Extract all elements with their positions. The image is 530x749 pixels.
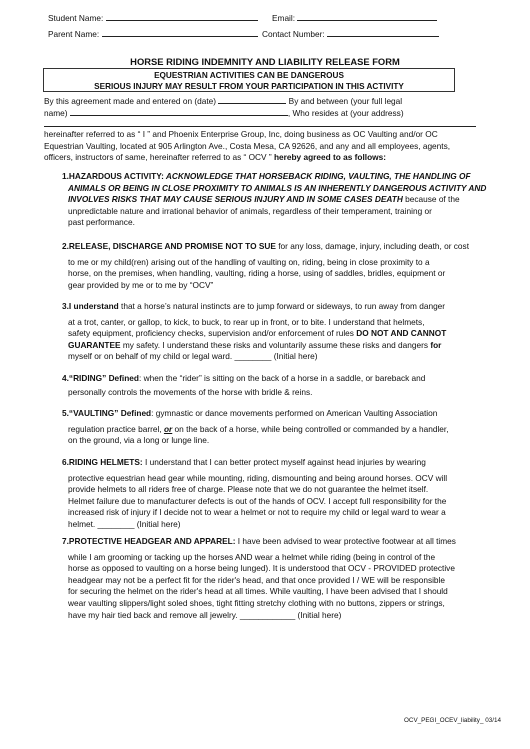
email-label: Email: [272,13,296,23]
contact-number-line[interactable] [327,28,439,37]
s1-number: 1. [62,171,69,181]
full-name-line[interactable] [70,107,288,116]
intro-paragraph [44,129,450,164]
s7-number: 7. [62,536,69,546]
s4-text-1: : when the “rider” is sitting on the back of a horse in a saddle, or bareback and [139,373,426,383]
s6-heading: RIDING HELMETS: [68,457,143,467]
s5-text-3: on the ground, via a long or lunge line. [68,435,210,446]
intro-text-5b: hereby agreed to as follows: [273,152,386,163]
s1-line-3 [62,194,486,206]
s3-line-1 [62,301,446,313]
s4-line-1 [62,373,425,385]
email-line[interactable] [297,12,437,21]
s3-text-4c: for [430,339,442,350]
s2-line-1 [62,241,469,253]
s1-text-5: past performance. [68,217,135,228]
s3-text-3b: DO NOT AND CANNOT [356,328,447,339]
s5-text-2a: regulation practice barrel, [68,423,164,434]
intro-date-label: By this agreement made and entered on (date) [44,96,217,106]
intro-name-label: name) [44,108,68,118]
s3-text-2: at a trot, canter, or gallop, to kick, to buck, to rear up in front, or to bite. I understand that helmets, [68,316,425,327]
s5-line-1 [62,408,449,420]
address-line[interactable] [44,126,476,127]
s1-text-3: INVOLVES RISKS THAT MAY CAUSE SERIOUS INJURY AND IN SOME CASES DEATH [68,194,403,205]
s2-number: 2. [62,241,69,251]
section-protective-headgear [62,536,456,621]
s6-text-1: I understand that I can better protect myself against head injuries by wearing [142,457,426,467]
contact-number-label: Contact Number: [262,29,325,39]
s5-text-2b: or [163,423,173,434]
s1-text-4: unpredictable nature and irrational behavior of animals, regardless of their temperament, training or [68,205,432,216]
s1-text-2: ANIMALS OR BEING IN CLOSE PROXIMITY TO ANIMALS IS AN INHERENTLY DANGEROUS ACTIVITY AND [68,182,487,193]
student-name-line[interactable] [106,12,258,21]
warning-box [43,68,455,92]
s5-text-1: : gymnastic or dance movements performed on American Vaulting Association [151,408,438,418]
s2-text-2: to me or my child(ren) arising out of the handling of vaulting on, riding, being in close proximity to a [68,256,430,267]
s1-line-1 [62,171,486,183]
s1-heading: HAZARDOUS ACTIVITY: [68,171,164,181]
s3-text-4a: GUARANTEE [68,339,121,350]
section-riding-helmets [62,457,447,531]
s2-heading: RELEASE, DISCHARGE AND PROMISE NOT TO SUE [68,241,276,251]
intro-line-1 [44,95,402,106]
s2-text-1: for any loss, damage, injury, including death, or cost [275,241,470,251]
intro-text-5a: officers, instructors of same, hereinafter referred to as “ OCV ” [44,152,274,163]
student-name-label: Student Name: [48,13,104,23]
parent-name-field[interactable] [48,28,258,39]
s1-text-1: ACKNOWLEDGE THAT HORSEBACK RIDING, VAULTING, THE HANDLING OF [163,171,471,181]
section-release [62,241,469,291]
contact-number-field[interactable] [262,28,439,39]
s4-text-2: personally controls the movements of the horse with bridle & reins. [68,386,313,397]
footer-code: OCV_PEGI_OCEV_liability_ 03/14 [404,717,501,724]
intro-between-label: By and between (your full legal [288,96,403,106]
s5-heading: “VAULTING” Defined [68,408,152,418]
s5-text-2c: on the back of a horse, while being controlled or commanded by a handler, [172,423,449,434]
s6-number: 6. [62,457,69,467]
student-name-field[interactable] [48,12,258,23]
s5-number: 5. [62,408,69,418]
s7-text-6: wear vaulting slippers/light soled shoes, tight fitting stretchy clothing with no buttons, zippers or strings, [68,597,445,608]
s3-text-3a: safety equipment, proficiency checks, supervision and/or enforcement of rules [68,328,357,339]
s3-text-4b: my safety. I understand these risks and voluntarily assume these risks and dangers [120,339,431,350]
s6-text-4: Helmet failure due to manufacturer defects is out of the hands of OCV. I accept full responsibility for the [68,495,447,506]
intro-text-3: hereinafter referred to as “ I ” and Phoenix Enterprise Group, Inc, doing business as OC Vaulting and/or OC [44,129,438,139]
s3-text-1: that a horse’s natural instincts are to jump forward or sideways, to run away from danger [118,301,446,311]
s5-line-2 [62,424,449,436]
s3-line-3 [62,328,446,340]
s6-text-5: increased risk of injury if I decide not to wear a helmet or not to require my child or legal ward to wear a [68,507,446,518]
s2-text-3: horse, on the premises, when handling, vaulting, riding a horse, using of saddles, bridles, equipment or [68,268,446,279]
parent-name-line[interactable] [102,28,258,37]
warning-line-2: SERIOUS INJURY MAY RESULT FROM YOUR PARTICIPATION IN THIS ACTIVITY [94,82,404,92]
parent-name-label: Parent Name: [48,29,100,39]
date-line[interactable] [218,95,286,104]
s7-heading: PROTECTIVE HEADGEAR AND APPAREL: [68,536,236,546]
s6-line-1 [62,457,447,469]
s6-text-2: protective equestrian head gear while mounting, riding, dismounting and being around horses. OCV will [68,472,448,483]
s4-heading: “RIDING” Defined [68,373,139,383]
s7-text-1: I have been advised to wear protective footwear at all times [235,536,456,546]
s1-text-3b: because of the [402,194,460,205]
section-vaulting-defined [62,408,449,447]
s7-text-5: for securing the helmet on the rider's head at all times. While vaulting, I have been advised that I should [68,586,448,597]
s3-text-5: myself or on behalf of my child or legal ward. ________ (Initial here) [68,351,318,362]
intro-text-4: Equestrian Vaulting, located at 905 Arlington Ave., Costa Mesa, CA 92626, and any and all employees, agents, [44,140,451,151]
section-riding-defined [62,373,425,398]
s6-text-3: provide helmets to all riders free of charge. Please note that we do not guarantee the helmet itself. [68,484,429,495]
s7-text-2: while I am grooming or tacking up the horses AND wear a helmet while riding (being in control of the [68,551,436,562]
intro-text-5 [44,152,450,164]
section-understand [62,301,446,363]
s4-number: 4. [62,373,69,383]
s3-line-4 [62,340,446,352]
s3-heading: I understand [68,301,119,311]
warning-line-1: EQUESTRIAN ACTIVITIES CAN BE DANGEROUS [154,71,344,80]
s7-text-7: have my hair tied back and remove all jewelry. ____________ (Initial here) [68,609,342,620]
s7-text-4: headgear may not be a perfect fit for the rider's head, and that once provided I / WE will be responsible [68,574,446,585]
s3-number: 3. [62,301,69,311]
s7-line-1 [62,536,456,548]
email-field[interactable] [272,12,437,23]
s6-text-6: helmet. ________ (Initial here) [68,518,181,529]
s7-text-3: horse as opposed to vaulting on a horse being lunged). It is understood that OCV - PROVIDED protective [68,563,455,574]
intro-line-2 [44,107,404,118]
intro-address-label: , Who resides at (your address) [287,108,404,118]
section-hazardous-activity [62,171,486,229]
s2-text-4: gear provided by me or to me by “OCV” [68,279,214,290]
form-title: HORSE RIDING INDEMNITY AND LIABILITY RELEASE FORM [130,56,400,67]
